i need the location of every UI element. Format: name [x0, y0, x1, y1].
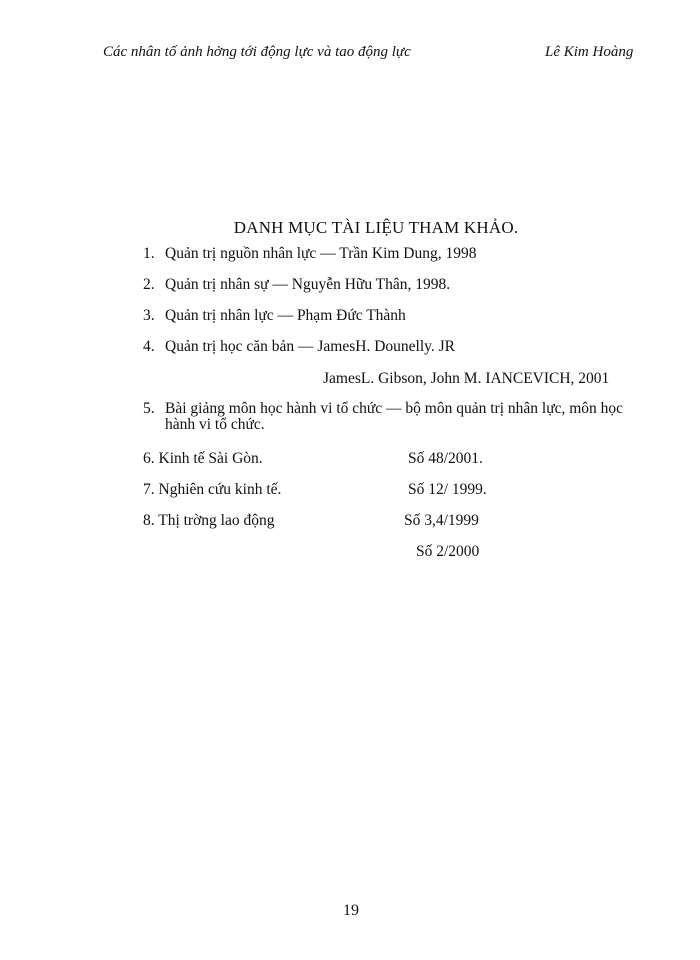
periodical-issue: Số 3,4/1999 [404, 512, 479, 529]
periodical-issue: Số 2/2000 [416, 543, 480, 560]
reference-number: 1. [143, 245, 155, 262]
reference-text: Quản trị nguồn nhân lực — Trần Kim Dung, 1998 [165, 245, 477, 262]
reference-number: 3. [143, 307, 155, 324]
periodical-issue: Số 48/2001. [408, 450, 483, 467]
reference-text: Quản trị nhân sự — Nguyễn Hữu Thân, 1998. [165, 276, 451, 293]
reference-number: 5. [143, 400, 155, 417]
reference-text: Quản trị nhân lực — Phạm Đức Thành [165, 307, 406, 324]
reference-text: Quản trị học căn bản — JamesH. Dounelly. JR [165, 338, 455, 355]
running-header-author: Lê Kim Hoàng [545, 44, 634, 60]
page-title: DANH MỤC TÀI LIỆU THAM KHẢO. [233, 218, 519, 237]
reference-number: 2. [143, 276, 155, 293]
periodical-name: 8. Thị trờng lao động [143, 512, 275, 529]
periodical-name: 7. Nghiên cứu kinh tế. [143, 481, 282, 498]
reference-number: 4. [143, 338, 155, 355]
page-number: 19 [343, 902, 359, 919]
reference-text: Bài giảng môn học hành vi tổ chức — bộ môn quản trị nhân lực, môn học hành vi tổ chức. [165, 400, 624, 433]
running-header-title: Các nhân tố ảnh hởng tới động lực và tao động lực [103, 44, 411, 60]
periodical-issue: Số 12/ 1999. [408, 481, 487, 498]
reference-continuation: JamesL. Gibson, John M. IANCEVICH, 2001 [323, 370, 610, 387]
periodical-name: 6. Kinh tế Sài Gòn. [143, 450, 263, 467]
